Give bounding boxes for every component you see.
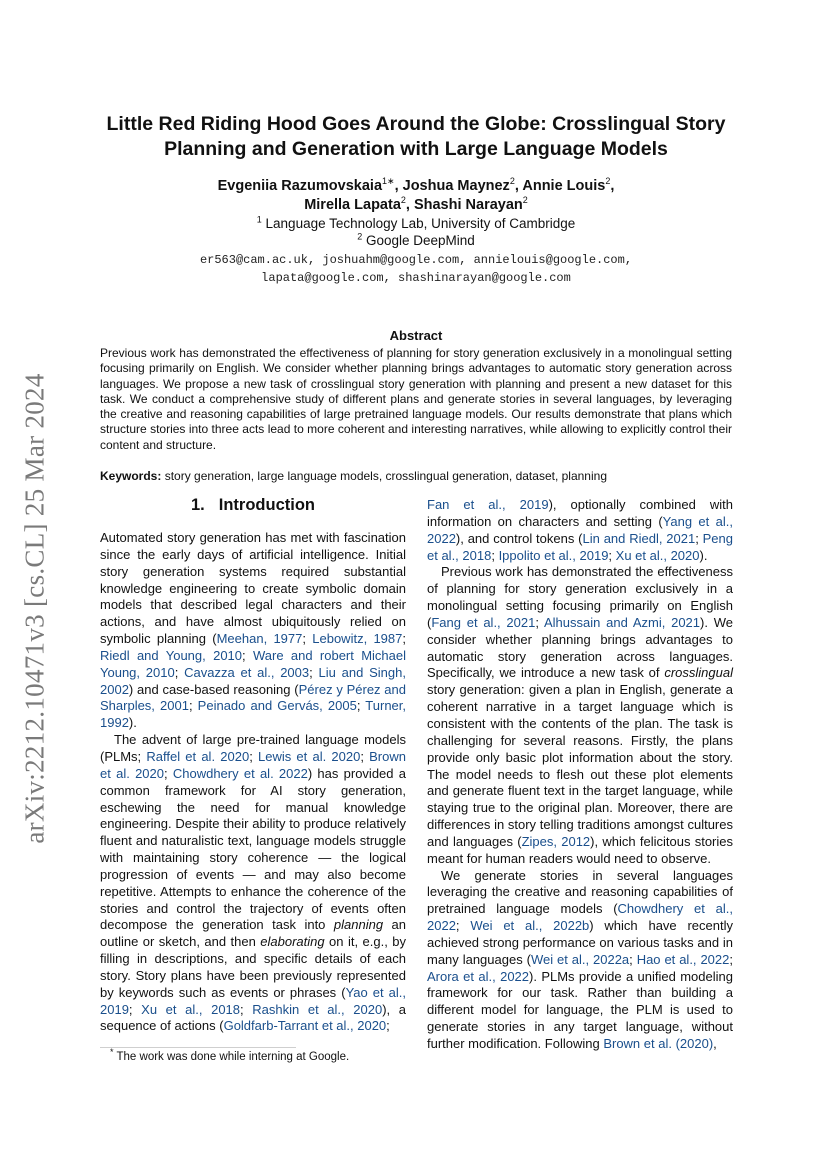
- emphasis-text: planning: [333, 917, 384, 933]
- author-affiliation-mark: 2: [400, 195, 406, 206]
- body-text: ;: [535, 614, 544, 630]
- citation-link[interactable]: Yao et al., 2019: [100, 984, 406, 1017]
- paragraph: [100, 732, 406, 1035]
- citation-link[interactable]: Fan et al., 2019: [427, 497, 549, 512]
- body-text: ;: [188, 698, 198, 714]
- body-text: ,: [713, 1036, 717, 1051]
- citation-link[interactable]: Pérez y Pérez and Sharples, 2001: [100, 681, 406, 714]
- body-text: ).: [128, 715, 137, 731]
- author-name: Annie Louis: [522, 178, 606, 194]
- emphasis-text: crosslingual: [664, 665, 733, 681]
- citation-link[interactable]: Brown et al. (2020): [603, 1036, 714, 1051]
- author-affiliation-mark: 2: [605, 176, 611, 187]
- body-text: ;: [128, 1001, 142, 1017]
- email-address[interactable]: annielouis@google.com: [473, 253, 625, 267]
- citation-link[interactable]: Riedl and Young, 2010: [100, 647, 243, 663]
- author-list: Evgeniia Razumovskaia$^{1∗}$, Joshua Maynez$^2$, Annie Louis$^2$, Mirella Lapata$^2$, Shashi Narayan$^2$: [217, 176, 615, 213]
- citation-link[interactable]: Brown et al. 2020: [100, 748, 406, 781]
- affiliation-mark: 2: [357, 231, 363, 242]
- footnote-text: The work was done while interning at Google.: [113, 1051, 350, 1063]
- body-text: ;: [174, 664, 185, 680]
- email-address[interactable]: shashinarayan@google.com: [398, 271, 571, 285]
- citation-link[interactable]: Zipes, 2012: [521, 833, 591, 849]
- section-number: 1.: [191, 496, 205, 514]
- section-heading-introduction: [100, 496, 406, 515]
- citation-link[interactable]: Ippolito et al., 2019: [498, 547, 609, 563]
- citation-link[interactable]: Hao et al., 2022: [636, 951, 730, 967]
- body-text: ), and control tokens (: [455, 530, 583, 546]
- body-text: We generate stories in several languages leveraging the creative and reasoning capabilities of pretrained language models (: [427, 867, 733, 917]
- abstract-text: Previous work has demonstrated the effectiveness of planning for story generation exclusively in a monolingual setting focusing primarily on English. We consider whether planning brings advantages to automatic story generation across languages. We propose a new task of crosslingual story generation with planning and present a new dataset for this task. We conduct a comprehensive study of different plans and generate stories in several languages, by leveraging the creative and reasoning capabilities of large pretrained language models. Our results demonstrate that plans which structure stories into three acts lead to more coherent and interesting narratives, while allowing to explicitly control their content and structure.: [100, 346, 732, 452]
- body-text: ;: [729, 951, 733, 967]
- body-text: ;: [608, 547, 616, 563]
- keywords-line: [100, 469, 732, 484]
- body-text: ;: [629, 951, 637, 967]
- keywords-label: Keywords:: [100, 469, 162, 483]
- body-text: ;: [249, 748, 258, 764]
- body-text: ), which felicitous stories meant for human readers would need to observe.: [427, 833, 733, 866]
- citation-link[interactable]: Peng et al., 2018: [427, 530, 733, 563]
- citation-link[interactable]: Peinado and Gervás, 2005: [197, 698, 357, 714]
- author-affiliation-mark: 1∗: [382, 176, 395, 187]
- citation-link[interactable]: Chowdhery et al. 2022: [172, 765, 308, 781]
- paper-header: [100, 112, 732, 287]
- citation-link[interactable]: Alhussain and Azmi, 2021: [544, 614, 701, 630]
- body-text: Automated story generation has met with fascination since the early days of artificial intelligence. Initial story generation systems required substantial knowledge engineering to create symbolic domain models that described legal characters and their actions, and have almost ubiquitously relied on symbolic planning (: [100, 530, 406, 647]
- paper-title: Little Red Riding Hood Goes Around the Globe: Crosslingual Story Planning and Generation with Large Language Models: [106, 113, 726, 160]
- body-text: ;: [360, 748, 370, 764]
- left-text-column: [100, 530, 406, 1035]
- email-address[interactable]: er563@cam.ac.uk: [199, 253, 308, 267]
- citation-link[interactable]: Xu et al., 2020: [615, 547, 700, 563]
- affiliation-mark: 1: [256, 214, 262, 225]
- body-text: ) and case-based reasoning (: [128, 681, 299, 697]
- body-text: ), a sequence of actions (: [100, 1001, 406, 1034]
- body-text: story generation: given a plan in English, generate a coherent narrative in a target language which is consistent with the contents of the plan. The task is challenging for several reasons. Firstly, the plans provide only basic plot information about the story. The model needs to flesh out these plot elements and generate fluent text in the target language, while staying true to the original plan. Moreover, there are differences in story telling traditions amongst cultures and languages (: [427, 682, 733, 849]
- citation-link[interactable]: Chowdhery et al., 2022: [427, 901, 733, 934]
- affiliation-name: Language Technology Lab, University of Cambridge: [265, 216, 576, 231]
- citation-link[interactable]: Liu and Singh, 2002: [100, 664, 406, 697]
- citation-link[interactable]: Goldfarb-Tarrant et al., 2020: [223, 1018, 387, 1034]
- author-affiliation-mark: 2: [509, 176, 515, 187]
- citation-link[interactable]: Lewis et al. 2020: [258, 748, 361, 764]
- footnote: [110, 1047, 410, 1064]
- body-text: ;: [242, 647, 253, 663]
- citation-link[interactable]: Ware and robert Michael Young, 2010: [100, 647, 406, 680]
- citation-link[interactable]: Lebowitz, 1987: [312, 631, 403, 647]
- affiliation-1: [100, 215, 732, 232]
- body-text: The advent of large pre-trained language models (PLMs;: [100, 732, 406, 764]
- paragraph: [100, 530, 406, 732]
- body-text: on it, e.g., by filling in descriptions, and specific details of each story. Story plans have been previously represented by keywords such as events or phrases (: [100, 934, 406, 1000]
- author-name: Mirella Lapata: [304, 197, 401, 213]
- paragraph: [427, 497, 733, 564]
- email-list: er563@cam.ac.uk, joshuahm@google.com, annielouis@google.com, lapata@google.com, shashinarayan@google.com: [199, 253, 633, 285]
- citation-link[interactable]: Cavazza et al., 2003: [184, 664, 310, 680]
- footnote-divider: [100, 1047, 296, 1048]
- email-address[interactable]: lapata@google.com: [261, 271, 384, 285]
- citation-link[interactable]: Xu et al., 2018: [141, 1001, 241, 1017]
- paragraph: [427, 868, 733, 1053]
- paragraph: [427, 564, 733, 867]
- right-text-column: [427, 497, 733, 1053]
- body-text: ;: [309, 664, 319, 680]
- citation-link[interactable]: Rashkin et al., 2020: [252, 1001, 383, 1017]
- affiliation-2: [100, 232, 732, 249]
- citation-link[interactable]: Wei et al., 2022a: [530, 951, 630, 967]
- author-name: Evgeniia Razumovskaia: [217, 178, 383, 194]
- body-text: ;: [386, 1018, 390, 1034]
- citation-link[interactable]: Turner, 1992: [100, 698, 406, 731]
- author-affiliation-mark: 2: [522, 195, 528, 206]
- footnote-mark: *: [110, 1047, 114, 1058]
- body-text: ) which have recently achieved strong performance on various tasks and in many languages (: [427, 918, 733, 967]
- body-text: ;: [695, 530, 703, 546]
- body-text: ). We consider whether planning brings advantages to automatic story generation across languages. Specifically, we introduce a new task of: [427, 614, 733, 681]
- citation-link[interactable]: Raffel et al. 2020: [146, 748, 250, 764]
- abstract-heading: Abstract: [389, 328, 443, 343]
- body-text: ;: [302, 631, 313, 647]
- keywords-text: story generation, large language models, crosslingual generation, dataset, planning: [164, 469, 607, 483]
- body-text: ;: [164, 765, 173, 781]
- body-text: ;: [455, 918, 471, 934]
- citation-link[interactable]: Lin and Riedl, 2021: [582, 530, 696, 546]
- body-text: ;: [356, 698, 366, 714]
- body-text: an outline or sketch, and then: [100, 917, 406, 950]
- citation-link[interactable]: Arora et al., 2022: [427, 968, 530, 984]
- author-name: Shashi Narayan: [413, 197, 523, 213]
- body-text: ) has provided a common framework for AI story generation, eschewing the need for manual knowledge engineering. Despite their ability to produce relatively fluent and naturalistic text, language models struggle with maintaining story coherence — the logical progression of events — and may also become repetitive. Attempts to enhance the coherence of the stories and control the trajectory of events often decompose the generation task into: [100, 765, 406, 933]
- section-title: Introduction: [218, 496, 315, 514]
- body-text: ;: [240, 1001, 253, 1017]
- citation-link[interactable]: Wei et al., 2022b: [470, 918, 590, 934]
- citation-link[interactable]: Meehan, 1977: [216, 631, 303, 647]
- body-text: Previous work has demonstrated the effectiveness of planning for story generation exclusively in a monolingual setting focusing primarily on English (: [427, 564, 733, 630]
- citation-link[interactable]: Yang et al., 2022: [427, 513, 733, 546]
- arxiv-identifier-stamp: [14, 358, 56, 858]
- arxiv-identifier-text: arXiv:2212.10471v3 [cs.CL] 25 Mar 2024: [19, 372, 50, 844]
- affiliation-name: Google DeepMind: [365, 233, 475, 248]
- body-text: ).: [699, 547, 708, 563]
- emphasis-text: elaborating: [260, 934, 325, 950]
- body-text: ), optionally combined with information on characters and setting (: [427, 497, 733, 529]
- author-name: Joshua Maynez: [402, 178, 510, 194]
- citation-link[interactable]: Fang et al., 2021: [431, 614, 536, 630]
- body-text: ;: [491, 547, 499, 563]
- body-text: ). PLMs provide a unified modeling framework for our task. Rather than building a different model for language, the PLM is used to generate stories in any target language, without further modification. Following: [427, 968, 733, 1051]
- body-text: ;: [402, 631, 406, 647]
- email-address[interactable]: joshuahm@google.com: [322, 253, 460, 267]
